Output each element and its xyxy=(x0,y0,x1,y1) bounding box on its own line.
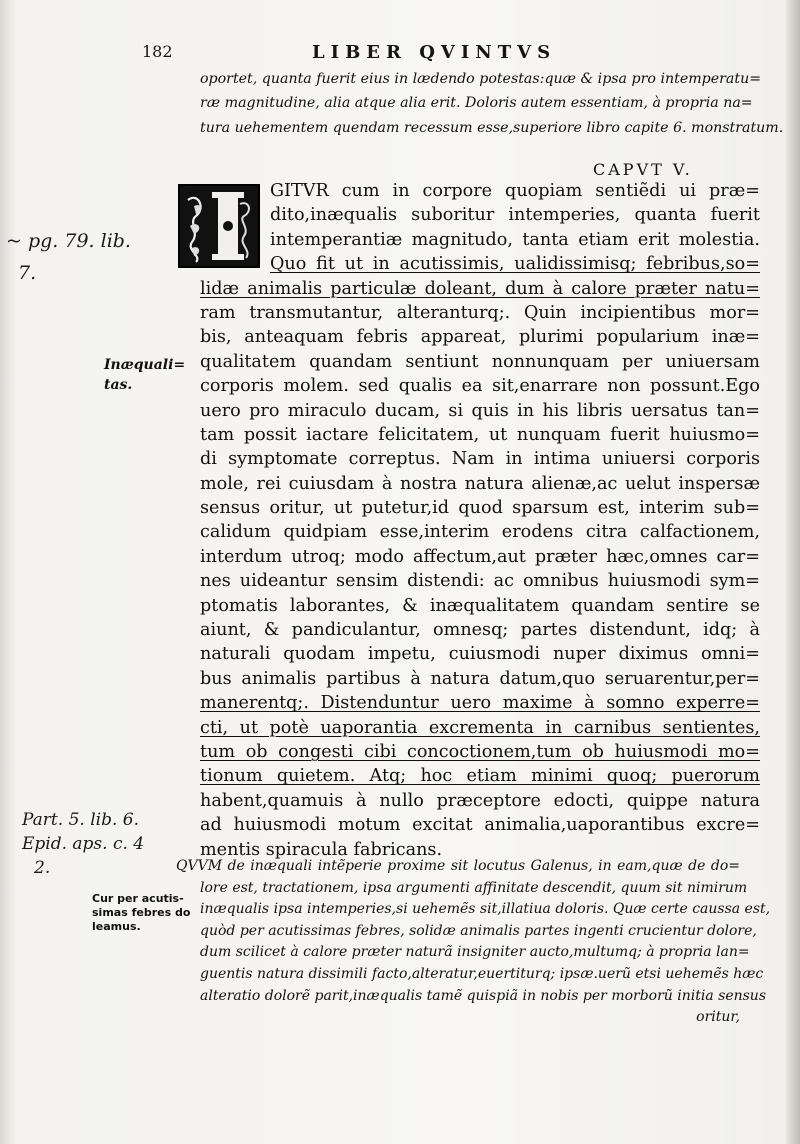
body-line: habent,quamuis à nullo præceptore edocti, quippe natura xyxy=(200,790,760,811)
body-line: naturali quodam impetu, cuiusmodi nuper diximus omni= xyxy=(200,644,760,665)
chapter-body xyxy=(200,179,760,862)
body-line: uero pro miraculo ducam, si quis in his libris uersatus tan= xyxy=(200,400,760,421)
body-line: dito,inæqualis suboritur intemperies, quanta fuerit xyxy=(270,205,760,226)
page-number: 182 xyxy=(142,42,173,61)
continued-commentary xyxy=(200,68,784,141)
top-line: ræ magnitudine, alia atque alia erit. Doloris autem essentiam, à propria na= xyxy=(200,95,753,112)
margin-note: Inæquali= xyxy=(104,357,186,373)
body-line: Quo fit ut in acutissimis, ualidissimisq; febribus,so= xyxy=(270,254,760,275)
commentary xyxy=(176,856,771,1029)
body-line: tionum quietem. Atq; hoc etiam minimi quoq; puerorum xyxy=(200,766,760,787)
running-head: LIBER QVINTVS xyxy=(312,42,557,63)
body-line: manerentq;. Distenduntur uero maxime à somno experre= xyxy=(200,693,760,714)
handwritten-note: 7. xyxy=(18,262,37,284)
body-line: calidum quidpiam esse,interim erodens citra calfactionem, xyxy=(200,522,760,543)
commentary-line: lore est, tractationem, ipsa argumenti affinitate descendit, quum sit nimirum xyxy=(200,879,748,896)
commentary-line: guentis natura dissimili facto,alteratur,euertiturq; ipsæ.uerũ etsi uehemẽs hæc xyxy=(200,965,764,982)
body-line: mole, rei cuiusdam à nostra natura alienæ,ac uelut inspersæ xyxy=(200,473,760,494)
handwritten-note: ~ pg. 79. lib. xyxy=(6,230,131,252)
side-comment-line: leamus. xyxy=(92,920,141,933)
side-comment xyxy=(92,892,192,934)
body-line: tam possit iactare felicitatem, ut nunquam fuerit huiusmo= xyxy=(200,424,760,445)
body-line: corporis molem. sed qualis ea sit,enarrare non possunt.Ego xyxy=(200,376,760,397)
commentary-line: quòd per acutissimas febres, solidæ animalis partes ingenti crucientur dolore, xyxy=(200,922,757,939)
handwritten-note: Part. 5. lib. 6. xyxy=(22,810,139,830)
commentary-line: QVVM de inæquali intẽperie proxime sit locutus Galenus, in eam,quæ de do= xyxy=(176,858,740,874)
handwritten-note: Epid. aps. c. 4 xyxy=(22,834,145,854)
body-line: ad huiusmodi motum excitat animalia,uaporantibus excre= xyxy=(200,815,760,836)
body-line: intemperantiæ magnitudo, tanta etiam erit molestia. xyxy=(270,229,760,250)
handwritten-note: 2. xyxy=(34,858,51,878)
body-line: tum ob congesti cibi concoctionem,tum ob huiusmodi mo= xyxy=(200,741,760,762)
side-comment-line: Cur per acutis- xyxy=(92,892,184,905)
commentary-line: alteratio dolorẽ parit,inæqualis tamẽ quispiã in nobis per morborũ initia sensus xyxy=(200,987,767,1004)
commentary-line: oritur, xyxy=(696,1009,740,1026)
commentary-line: inæqualis ipsa intemperies,si uehemẽs sit,illatiua doloris. Quæ certe caussa est, xyxy=(200,901,771,918)
body-line: nes uideantur sensim distendi: ac omnibus huiusmodi sym= xyxy=(200,571,760,592)
body-line: di symptomate correptus. Nam in intima uniuersi corporis xyxy=(200,449,760,470)
top-line: tura uehementem quendam recessum esse,superiore libro capite 6. monstratum. xyxy=(200,119,784,136)
page-edge xyxy=(786,0,800,1144)
body-line: lidæ animalis particulæ doleant, dum à calore præter natu= xyxy=(200,278,760,299)
body-line: bis, anteaquam febris appareat, plurimi popularium inæ= xyxy=(200,327,760,348)
body-line: sensus oritur, ut putetur,id quod sparsum est, interim sub= xyxy=(200,498,760,519)
side-comment-line: simas febres do xyxy=(92,906,191,919)
body-line: qualitatem quandam sentiunt nonnunquam per uniuersam xyxy=(200,351,760,372)
body-line: GITVR cum in corpore quopiam sentiẽdi ui præ= xyxy=(270,181,760,201)
body-line: ptomatis laborantes, & inæqualitatem quandam sentire se xyxy=(200,595,760,616)
top-line: oportet, quanta fuerit eius in lædendo potestas:quæ & ipsa pro intemperatu= xyxy=(200,71,762,87)
body-line: bus animalis partibus à natura datum,quo seruarentur,per= xyxy=(200,668,760,689)
body-line: cti, ut potè uaporantia excrementa in carnibus sentientes, xyxy=(200,717,760,738)
margin-note: tas. xyxy=(104,377,133,393)
body-line: ram transmutantur, alteranturq;. Quin incipientibus mor= xyxy=(200,302,760,323)
body-line: mentis spiracula fabricans. xyxy=(200,839,443,860)
body-line: interdum utroq; modo affectum,aut præter hæc,omnes car= xyxy=(200,546,760,567)
chapter-title: CAPVT V. xyxy=(593,160,693,179)
body-line: aiunt, & pandiculantur, omnesq; partes distendunt, idq; à xyxy=(200,620,760,641)
commentary-line: dum scilicet à calore præter naturã insigniter aucto,multumq; à propria lan= xyxy=(200,944,750,961)
